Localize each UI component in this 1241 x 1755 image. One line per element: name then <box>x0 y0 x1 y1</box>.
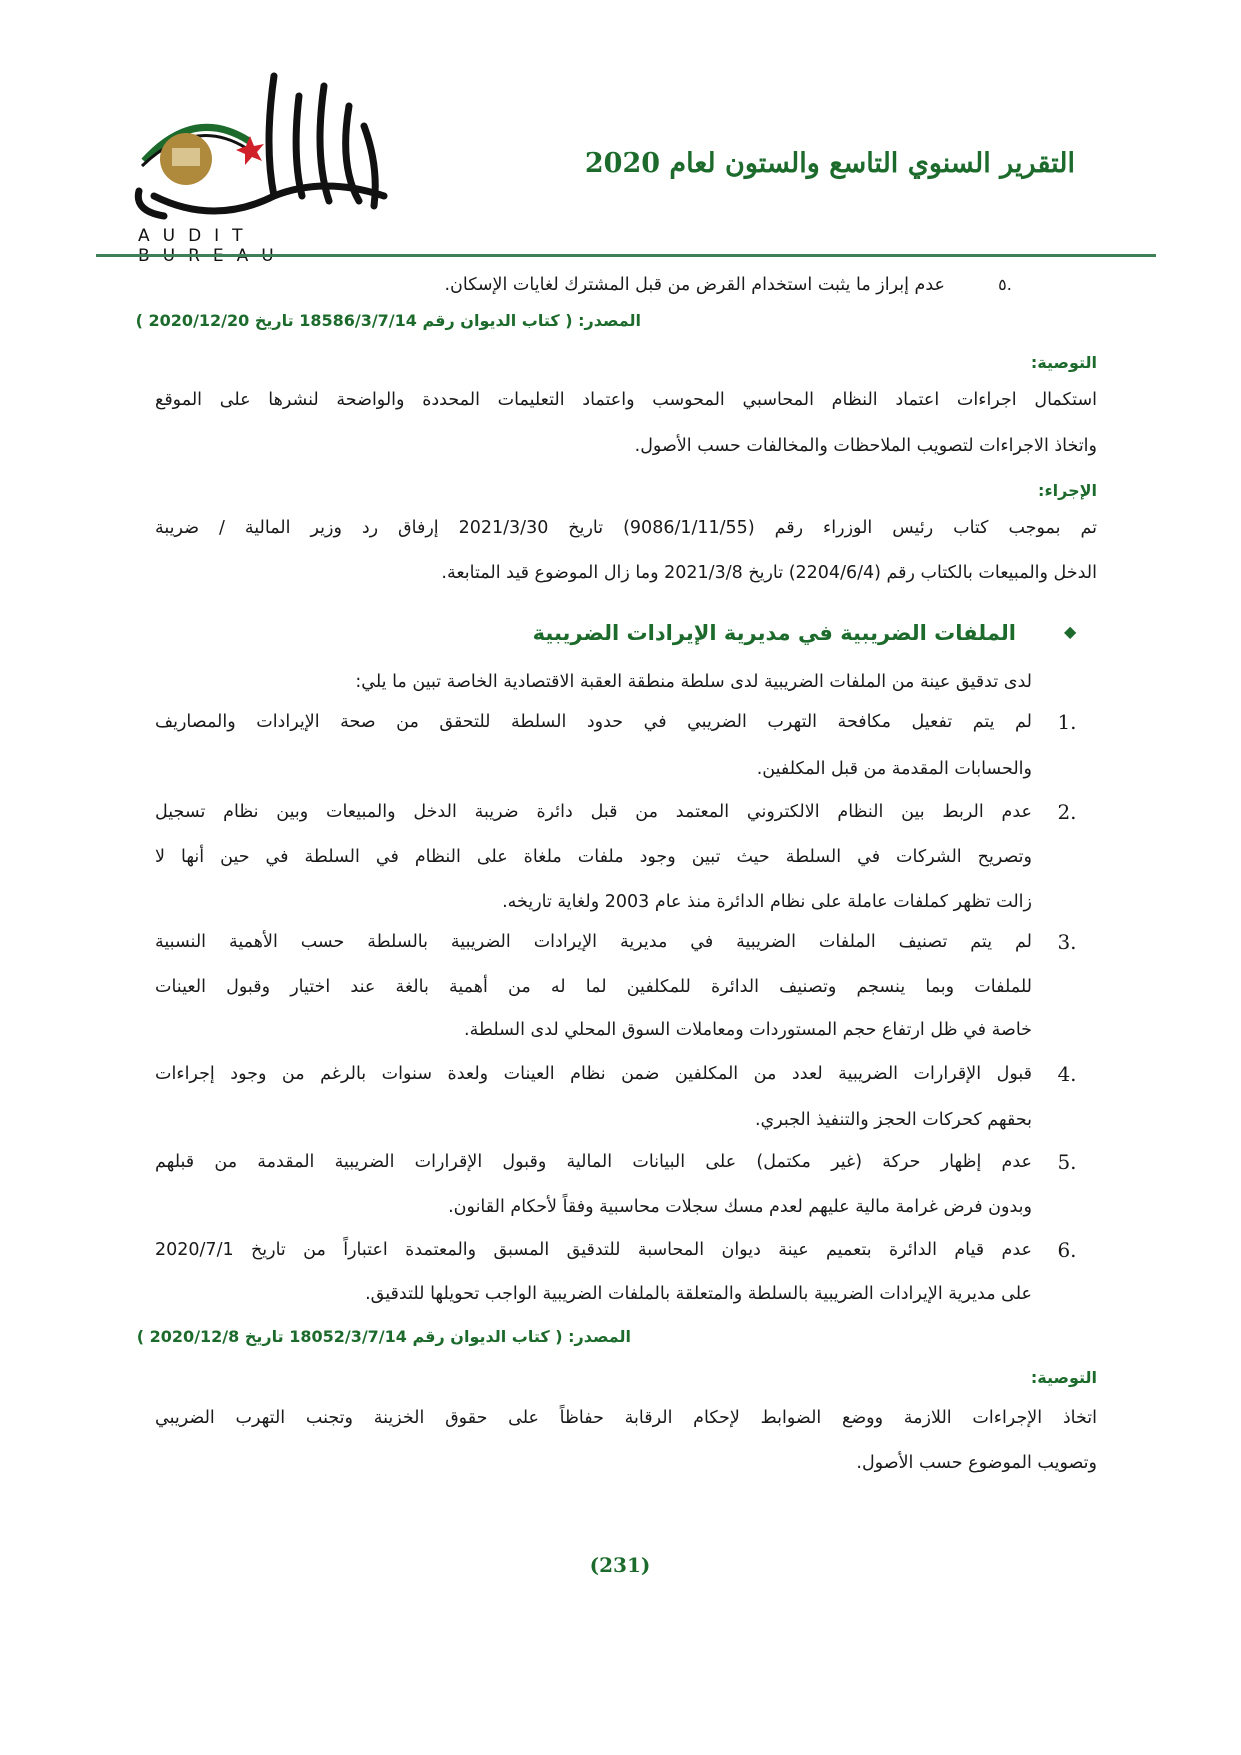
paragraph-line: اتخاذ الإجراءات اللازمة ووضع الضوابط لإحكام الرقابة حفاظاً على حقوق الخزينة وتجنب التهرب الضريبي <box>155 1408 1097 1428</box>
item-line: وتصريح الشركات في السلطة حيث تبين وجود ملفات ملغاة على النظام في السلطة في حين أنها لا <box>155 847 1032 867</box>
item-line: زالت تظهر كملفات عاملة على نظام الدائرة منذ عام 2003 ولغاية تاريخه. <box>502 892 1032 912</box>
item-line: لم يتم تصنيف الملفات الضريبية في مديرية الإيرادات الضريبية بالسلطة حسب الأهمية النسبية <box>155 932 1032 952</box>
action-label: الإجراء: <box>1038 481 1097 500</box>
logo-text-en: AUDIT <box>138 226 256 246</box>
header-divider <box>96 254 1156 257</box>
audit-bureau-logo-icon <box>124 66 414 251</box>
item-line: لم يتم تفعيل مكافحة التهرب الضريبي في حدود السلطة للتحقق من صحة الإيرادات والمصاريف <box>155 712 1032 732</box>
recommendation-label: التوصية: <box>1030 353 1097 372</box>
paragraph-line: استكمال اجراءات اعتماد النظام المحاسبي المحوسب واعتماد التعليمات المحددة والواضحة لنشرها على الموقع <box>155 390 1097 410</box>
item-line: عدم قيام الدائرة بتعميم عينة ديوان المحاسبة للتدقيق المسبق والمعتمدة اعتباراً من تاريخ 2020/7/1 <box>155 1240 1032 1260</box>
section-heading: الملفات الضريبية في مديرية الإيرادات الضريبية <box>532 621 1016 645</box>
intro-text: لدى تدقيق عينة من الملفات الضريبية لدى سلطة منطقة العقبة الاقتصادية الخاصة تبين ما يلي: <box>355 672 1032 692</box>
page-number: (231) <box>589 1553 651 1577</box>
item-marker: ٥. <box>998 275 1012 294</box>
item-line: قبول الإقرارات الضريبية لعدد من المكلفين ضمن نظام العينات ولعدة سنوات بالرغم من وجود إجراءات <box>155 1064 1032 1084</box>
paragraph-line: تم بموجب كتاب رئيس الوزراء رقم (9086/1/11/55) تاريخ 2021/3/30 إرفاق رد وزير المالية / ضريبة <box>155 518 1097 538</box>
source-reference: المصدر: ( كتاب الديوان رقم 18052/3/7/14 تاريخ 2020/12/8 ) <box>136 1327 631 1346</box>
paragraph-line: وتصويب الموضوع حسب الأصول. <box>856 1453 1097 1473</box>
item-line: وبدون فرض غرامة مالية عليهم لعدم مسك سجلات محاسبية وفقاً لأحكام القانون. <box>448 1197 1032 1217</box>
item-line: على مديرية الإيرادات الضريبية بالسلطة والمتعلقة بالملفات الضريبية الواجب تحويلها للتدقيق. <box>365 1284 1032 1304</box>
item-number: 6. <box>1057 1238 1077 1262</box>
bullet-icon: ◆ <box>1064 622 1077 641</box>
item-number: 1. <box>1057 710 1077 734</box>
item-line: عدم الربط بين النظام الالكتروني المعتمد من قبل دائرة ضريبة الدخل والمبيعات وبين نظام تسجيل <box>155 802 1032 822</box>
item-line: عدم إظهار حركة (غير مكتمل) على البيانات المالية وقبول الإقرارات الضريبية المقدمة من قبلهم <box>155 1152 1032 1172</box>
report-title: التقرير السنوي التاسع والستون لعام 2020 <box>584 148 1075 179</box>
item-line: للملفات وبما ينسجم وتصنيف الدائرة للمكلفين لما له من أهمية بالغة عند اختيار وقبول العينات <box>155 977 1032 997</box>
source-reference: المصدر: ( كتاب الديوان رقم 18586/3/7/14 تاريخ 2020/12/20 ) <box>135 311 641 330</box>
item-line: والحسابات المقدمة من قبل المكلفين. <box>756 759 1032 779</box>
item-number: 5. <box>1057 1150 1077 1174</box>
paragraph-line: الدخل والمبيعات بالكتاب رقم (2204/6/4) تاريخ 2021/3/8 وما زال الموضوع قيد المتابعة. <box>441 563 1097 583</box>
item-line: خاصة في ظل ارتفاع حجم المستوردات ومعاملات السوق المحلي لدى السلطة. <box>464 1020 1032 1040</box>
item-text: عدم إبراز ما يثبت استخدام القرض من قبل المشترك لغايات الإسكان. <box>444 275 945 295</box>
paragraph-line: واتخاذ الاجراءات لتصويب الملاحظات والمخالفات حسب الأصول. <box>634 436 1097 456</box>
item-number: 2. <box>1057 800 1077 824</box>
item-number: 4. <box>1057 1062 1077 1086</box>
recommendation-label: التوصية: <box>1030 1368 1097 1387</box>
item-number: 3. <box>1057 930 1077 954</box>
logo <box>124 66 414 251</box>
item-line: بحقهم كحركات الحجز والتنفيذ الجبري. <box>754 1110 1032 1130</box>
